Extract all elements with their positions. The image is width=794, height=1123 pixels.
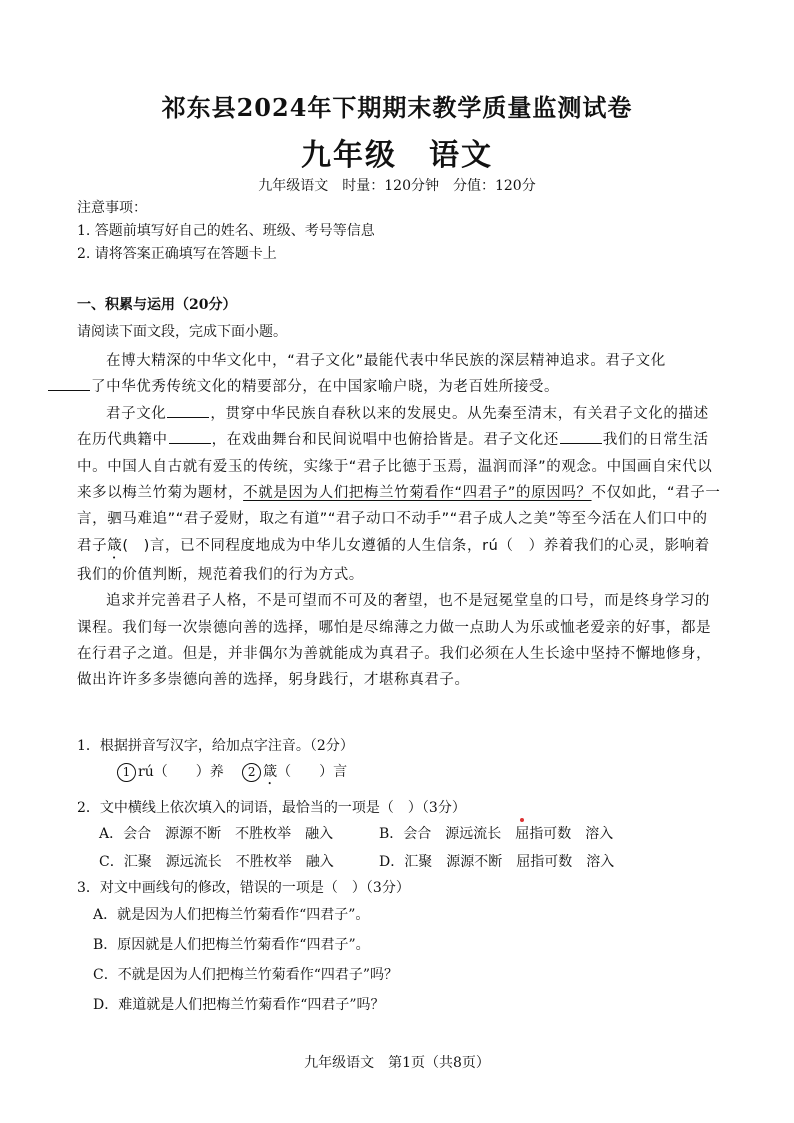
passage-paragraph-2 — [77, 401, 722, 588]
passage-text: ，在戏曲舞台和民间说唱中也俯拾皆是。君子文化还 — [211, 432, 559, 449]
page-footer: 九年级语文 第1页（共8页） — [304, 1055, 490, 1071]
q3-option-b: B．原因就是人们把梅兰竹菊看作“四君子”。 — [93, 937, 370, 953]
q3-option-a: A．就是因为人们把梅兰竹菊看作“四君子”。 — [93, 907, 370, 923]
question-2-stem: 2．文中横线上依次填入的词语，最恰当的一项是（ ）（3分） — [77, 800, 466, 816]
fill-blank — [169, 429, 211, 444]
notes-heading: 注意事项： — [77, 200, 147, 216]
q2-option-c: C．汇聚 源远流长 不胜枚举 融入 — [99, 854, 334, 870]
notes-item-1: 1. 答题前填写好自己的姓名、班级、考号等信息 — [77, 223, 375, 239]
fill-blank — [167, 403, 209, 418]
passage-text: 了中华优秀传统文化的精要部分，在中国家喻户晓，为老百姓所接受。 — [91, 379, 560, 396]
questions-block — [77, 734, 727, 1020]
question-2-options-row-1 — [77, 820, 727, 848]
exam-meta: 九年级语文 时量：120分钟 分值：120分 — [258, 178, 536, 194]
section-title: 一、积累与运用（20分） — [77, 297, 237, 313]
passage-text: 在博大精深的中华文化中，“君子文化”最能代表中华民族的深层精神追求。君子文化 — [106, 353, 666, 369]
question-2-options-row-2 — [77, 848, 727, 876]
question-1-items — [77, 758, 727, 788]
dotted-char: 箴 — [107, 537, 123, 554]
notes-item-2: 2. 请将答案正确填写在答题卡上 — [77, 246, 277, 262]
circled-number: 2 — [242, 763, 261, 782]
passage-text: rú（ ）养着我们的心灵，影响着我们的价值判断，规范着我们的行为方式。 — [77, 537, 710, 583]
passage-text: 我们的日常生活中。中国人自古就有爱玉的传统，实缘于“君子比德于玉焉，温润而泽”的观念。中国画自宋代以来多以梅兰竹菊为题材， — [77, 432, 713, 502]
q1-dotted-char: 箴 — [263, 764, 278, 780]
section-intro: 请阅读下面文段，完成下面小题。 — [77, 324, 287, 340]
notes-block — [77, 197, 375, 266]
q2-option-b: B．会合 源远流长 屈指可数 溶入 — [379, 826, 614, 842]
passage-text: ，贯穿中华民族自春秋以来的发展史。从先秦至清末，有关君子文化的描述在历代典籍中 — [77, 405, 709, 449]
fill-blank — [560, 429, 602, 444]
exam-subject: 九年级 语文 — [301, 138, 493, 173]
red-mark — [520, 818, 524, 822]
question-3-stem: 3．对文中画线句的修改，错误的一项是（ ）（3分） — [77, 880, 410, 896]
q2-option-a: A．会合 源源不断 不胜枚举 融入 — [99, 826, 334, 842]
passage-text: ( )言，已不同程度地成为中华儿女遵循的人生信条， — [122, 537, 483, 554]
q3-option-d: D．难道就是人们把梅兰竹菊看作“四君子”吗？ — [93, 997, 385, 1013]
q1-item-b: （ ）言 — [277, 764, 348, 780]
reading-passage — [77, 348, 722, 694]
passage-paragraph-3: 追求并完善君子人格，不是可望而不可及的奢望，也不是冠冕堂皇的口号，而是终身学习的课程。我们每一次崇德向善的选择，哪怕是尽绵薄之力做一点助人为乐或恤老爱亲的好事，都是在行君子之道。但是，并非偶尔为善就能成为真君子。我们必须在人生长途中坚持不懈地修身，做出许许多多崇德向善的选择，躬身践行，才堪称真君子。 — [77, 593, 712, 689]
exam-title: 祁东县2024年下期期末教学质量监测试卷 — [161, 93, 633, 122]
passage-text: 不仅如此，“君子一言，驷马难追”“君子爱财，取之有道”“君子动口不动手”“君子成人之美”等至今活在人们口中的君子 — [77, 485, 721, 554]
fill-blank — [48, 376, 90, 391]
q3-option-c: C．不就是因为人们把梅兰竹菊看作“四君子”吗？ — [93, 967, 399, 983]
passage-paragraph-1 — [77, 348, 722, 401]
passage-text: 君子文化 — [106, 405, 167, 422]
circled-number: 1 — [117, 763, 136, 782]
underlined-sentence: 不就是因为人们把梅兰竹菊看作“四君子”的原因吗？ — [243, 485, 592, 502]
q1-item-a: rú（ ）养 — [138, 764, 224, 780]
question-1-stem: 1．根据拼音写汉字，给加点字注音。（2分） — [77, 738, 354, 754]
q2-option-d: D．汇聚 源源不断 屈指可数 溶入 — [379, 854, 615, 870]
